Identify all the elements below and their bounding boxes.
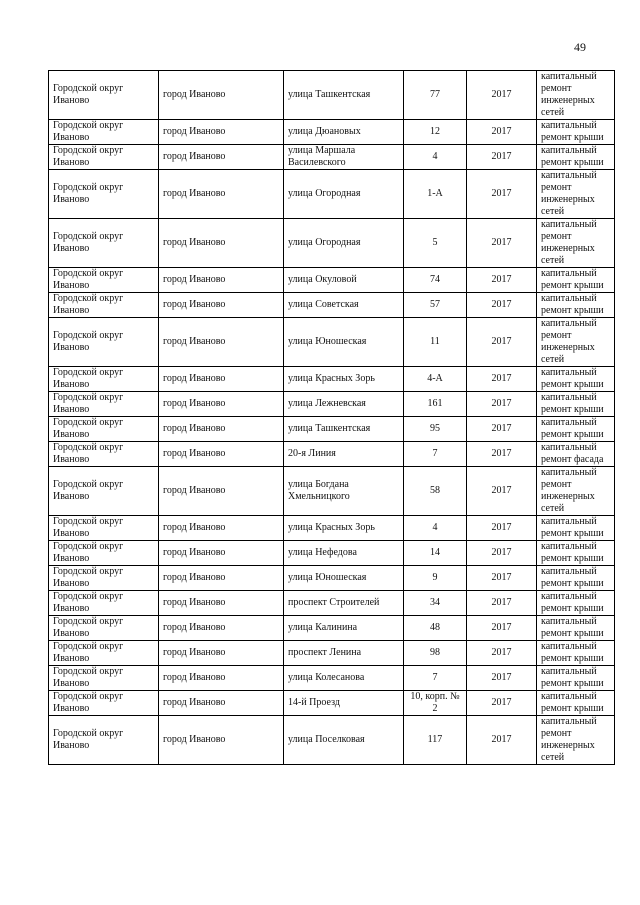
table-row [49,392,615,417]
work-type-cell: капитальный ремонт инженерных сетей [537,170,615,219]
work-type-cell: капитальный ремонт крыши [537,691,615,716]
work-type-cell: капитальный ремонт крыши [537,268,615,293]
street-cell: улица Ташкентская [284,71,404,120]
street-cell: улица Поселковая [284,716,404,765]
street-cell: улица Огородная [284,219,404,268]
work-type-cell: капитальный ремонт крыши [537,666,615,691]
street-cell: улица Советская [284,293,404,318]
district-cell: Городской округ Иваново [49,541,159,566]
table-row [49,541,615,566]
year-cell: 2017 [467,417,537,442]
table-row [49,516,615,541]
table-body [49,71,615,765]
city-cell: город Иваново [159,293,284,318]
house-number-cell: 98 [404,641,467,666]
work-type-cell: капитальный ремонт крыши [537,566,615,591]
city-cell: город Иваново [159,566,284,591]
year-cell: 2017 [467,541,537,566]
street-cell: улица Ташкентская [284,417,404,442]
house-number-cell: 14 [404,541,467,566]
city-cell: город Иваново [159,442,284,467]
street-cell: улица Нефедова [284,541,404,566]
district-cell: Городской округ Иваново [49,666,159,691]
street-cell: улица Красных Зорь [284,367,404,392]
street-cell: проспект Строителей [284,591,404,616]
work-type-cell: капитальный ремонт крыши [537,145,615,170]
city-cell: город Иваново [159,691,284,716]
house-number-cell: 77 [404,71,467,120]
table-row [49,219,615,268]
year-cell: 2017 [467,145,537,170]
house-number-cell: 1-А [404,170,467,219]
street-cell: улица Окуловой [284,268,404,293]
street-cell: улица Лежневская [284,392,404,417]
work-type-cell: капитальный ремонт крыши [537,641,615,666]
table-row [49,591,615,616]
table-row [49,417,615,442]
street-cell: улица Юношеская [284,318,404,367]
district-cell: Городской округ Иваново [49,442,159,467]
district-cell: Городской округ Иваново [49,616,159,641]
house-number-cell: 74 [404,268,467,293]
district-cell: Городской округ Иваново [49,268,159,293]
house-number-cell: 7 [404,666,467,691]
district-cell: Городской округ Иваново [49,293,159,318]
year-cell: 2017 [467,219,537,268]
table-row [49,641,615,666]
work-type-cell: капитальный ремонт крыши [537,541,615,566]
house-number-cell: 161 [404,392,467,417]
district-cell: Городской округ Иваново [49,716,159,765]
city-cell: город Иваново [159,170,284,219]
city-cell: город Иваново [159,268,284,293]
year-cell: 2017 [467,318,537,367]
year-cell: 2017 [467,691,537,716]
year-cell: 2017 [467,616,537,641]
table-row [49,293,615,318]
city-cell: город Иваново [159,71,284,120]
repair-registry-table [48,70,615,765]
work-type-cell: капитальный ремонт крыши [537,616,615,641]
street-cell: 20-я Линия [284,442,404,467]
district-cell: Городской округ Иваново [49,71,159,120]
house-number-cell: 9 [404,566,467,591]
city-cell: город Иваново [159,541,284,566]
table-row [49,318,615,367]
work-type-cell: капитальный ремонт инженерных сетей [537,467,615,516]
house-number-cell: 4 [404,145,467,170]
work-type-cell: капитальный ремонт инженерных сетей [537,71,615,120]
year-cell: 2017 [467,566,537,591]
table-row [49,367,615,392]
district-cell: Городской округ Иваново [49,170,159,219]
table-row [49,666,615,691]
street-cell: улица Огородная [284,170,404,219]
work-type-cell: капитальный ремонт крыши [537,417,615,442]
year-cell: 2017 [467,170,537,219]
table-row [49,442,615,467]
work-type-cell: капитальный ремонт крыши [537,120,615,145]
house-number-cell: 10, корп. № 2 [404,691,467,716]
city-cell: город Иваново [159,467,284,516]
year-cell: 2017 [467,467,537,516]
district-cell: Городской округ Иваново [49,641,159,666]
table-row [49,616,615,641]
city-cell: город Иваново [159,219,284,268]
work-type-cell: капитальный ремонт крыши [537,516,615,541]
street-cell: улица Калинина [284,616,404,641]
city-cell: город Иваново [159,716,284,765]
work-type-cell: капитальный ремонт инженерных сетей [537,219,615,268]
house-number-cell: 4 [404,516,467,541]
city-cell: город Иваново [159,516,284,541]
year-cell: 2017 [467,392,537,417]
work-type-cell: капитальный ремонт крыши [537,392,615,417]
district-cell: Городской округ Иваново [49,467,159,516]
work-type-cell: капитальный ремонт крыши [537,293,615,318]
street-cell: улица Красных Зорь [284,516,404,541]
district-cell: Городской округ Иваново [49,516,159,541]
district-cell: Городской округ Иваново [49,417,159,442]
district-cell: Городской округ Иваново [49,691,159,716]
city-cell: город Иваново [159,318,284,367]
city-cell: город Иваново [159,666,284,691]
street-cell: улица Колесанова [284,666,404,691]
district-cell: Городской округ Иваново [49,392,159,417]
city-cell: город Иваново [159,120,284,145]
page-number: 49 [574,40,586,54]
year-cell: 2017 [467,716,537,765]
city-cell: город Иваново [159,145,284,170]
table-row [49,120,615,145]
district-cell: Городской округ Иваново [49,367,159,392]
year-cell: 2017 [467,641,537,666]
street-cell: 14-й Проезд [284,691,404,716]
year-cell: 2017 [467,71,537,120]
street-cell: улица Маршала Василевского [284,145,404,170]
year-cell: 2017 [467,367,537,392]
table-row [49,145,615,170]
year-cell: 2017 [467,516,537,541]
table-row [49,566,615,591]
street-cell: улица Богдана Хмельницкого [284,467,404,516]
year-cell: 2017 [467,666,537,691]
year-cell: 2017 [467,268,537,293]
house-number-cell: 57 [404,293,467,318]
year-cell: 2017 [467,120,537,145]
house-number-cell: 34 [404,591,467,616]
district-cell: Городской округ Иваново [49,145,159,170]
district-cell: Городской округ Иваново [49,566,159,591]
city-cell: город Иваново [159,641,284,666]
house-number-cell: 5 [404,219,467,268]
year-cell: 2017 [467,591,537,616]
year-cell: 2017 [467,442,537,467]
district-cell: Городской округ Иваново [49,591,159,616]
district-cell: Городской округ Иваново [49,120,159,145]
house-number-cell: 7 [404,442,467,467]
street-cell: улица Юношеская [284,566,404,591]
district-cell: Городской округ Иваново [49,219,159,268]
street-cell: улица Дюановых [284,120,404,145]
house-number-cell: 95 [404,417,467,442]
house-number-cell: 12 [404,120,467,145]
house-number-cell: 58 [404,467,467,516]
house-number-cell: 11 [404,318,467,367]
city-cell: город Иваново [159,392,284,417]
house-number-cell: 48 [404,616,467,641]
work-type-cell: капитальный ремонт крыши [537,591,615,616]
table-row [49,716,615,765]
house-number-cell: 117 [404,716,467,765]
year-cell: 2017 [467,293,537,318]
work-type-cell: капитальный ремонт крыши [537,367,615,392]
table-row [49,467,615,516]
city-cell: город Иваново [159,417,284,442]
district-cell: Городской округ Иваново [49,318,159,367]
work-type-cell: капитальный ремонт фасада [537,442,615,467]
city-cell: город Иваново [159,616,284,641]
city-cell: город Иваново [159,591,284,616]
street-cell: проспект Ленина [284,641,404,666]
city-cell: город Иваново [159,367,284,392]
table-row [49,170,615,219]
table-row [49,691,615,716]
table-row [49,71,615,120]
work-type-cell: капитальный ремонт инженерных сетей [537,716,615,765]
house-number-cell: 4-А [404,367,467,392]
work-type-cell: капитальный ремонт инженерных сетей [537,318,615,367]
table-row [49,268,615,293]
